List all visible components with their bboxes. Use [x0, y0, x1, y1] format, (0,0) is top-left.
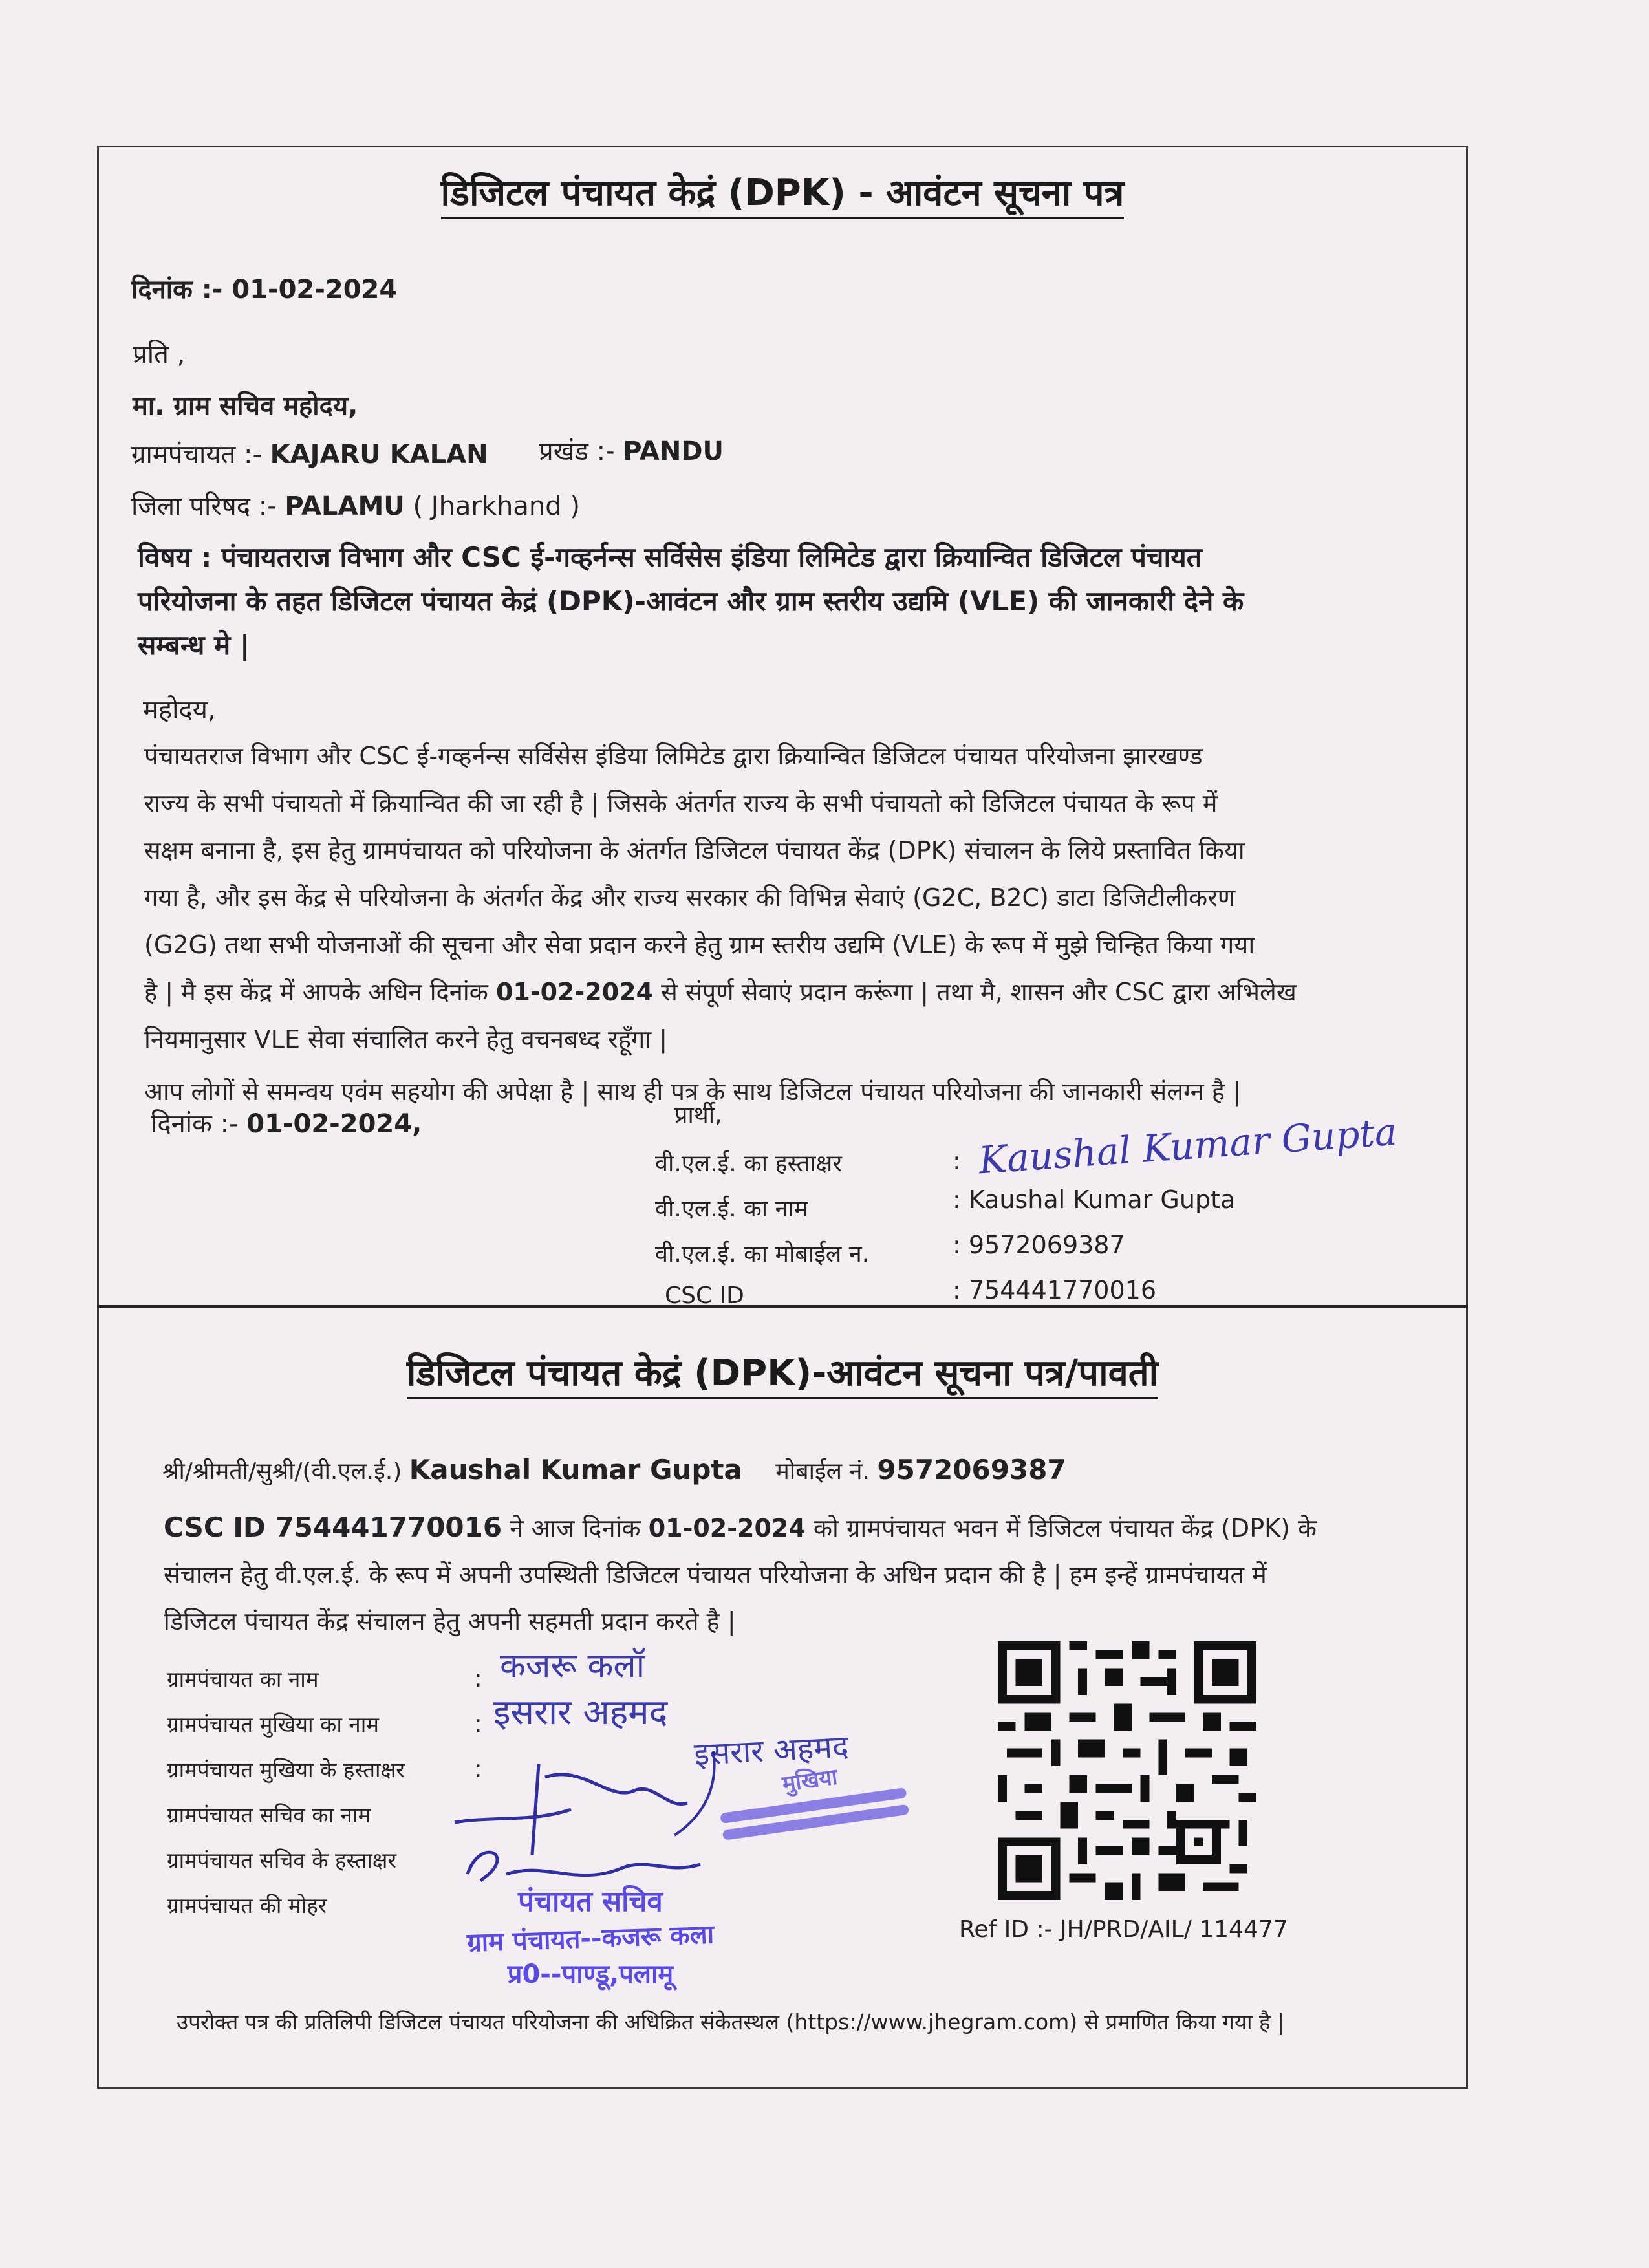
bottom-title: डिजिटल पंचायत केद्रं (DPK)-आवंटन सूचना पत्र/पावती	[99, 1347, 1466, 1396]
vle-mobile-value: : 9572069387	[953, 1231, 1125, 1259]
panchayat-value: KAJARU KALAN	[270, 440, 488, 470]
para-line-1: पंचायतराज विभाग और CSC ई-गव्हर्नन्स सर्विसेस इंडिया लिमिटेड द्वारा क्रियान्वित डिजिटल पंचायत परियोजना झारखण्ड	[144, 742, 1203, 770]
para-line-6	[144, 969, 1431, 1016]
footer-note: उपरोक्त पत्र की प्रतिलिपी डिजिटल पंचायत परियोजना की अधिक्रित संकेतस्थल (https://www.jhegram.com) से प्रमाणित किया गया है |	[177, 2009, 1285, 2035]
panchayat-line	[131, 435, 488, 471]
para-line-4: गया है, और इस केंद्र से परियोजना के अंतर्गत केंद्र और राज्य सरकार की विभिन्न सेवाएं (G2C, B2C) डाटा डिजिटीलीकरण	[144, 883, 1236, 912]
ack-paragraph	[164, 1504, 1450, 1645]
qr-code	[998, 1641, 1256, 1900]
csc-label: CSC ID	[665, 1282, 744, 1309]
mukhiya-name-label: ग्रामपंचायत मुखिया का नाम	[167, 1712, 380, 1737]
mukhiya-name-colon: :	[474, 1709, 482, 1738]
ack-mobile: 9572069387	[877, 1454, 1066, 1485]
district-line	[131, 487, 580, 523]
para-6c: से संपूर्ण सेवाएं प्रदान करूंगा | तथा मै, शासन और CSC द्वारा अभिलेख	[661, 978, 1297, 1006]
para-line-5: (G2G) तथा सभी योजनाओं की सूचना और सेवा प्रदान करने हेतु ग्राम स्तरीय उद्यमि (VLE) के रूप में मुझे चिन्हित किया गया	[144, 931, 1255, 959]
subject-line-2: परियोजना के तहत डिजिटल पंचायत केद्रं (DPK)-आवंटन और ग्राम स्तरीय उद्यमि (VLE) की जानकारी देने के	[138, 585, 1244, 617]
mukhiya-name-handwritten: इसरार अहमद	[493, 1692, 668, 1733]
mukhiya-sign-label: ग्रामपंचायत मुखिया के हस्ताक्षर	[167, 1757, 405, 1782]
mohar-label: ग्रामपंचायत की मोहर	[167, 1893, 327, 1918]
panchayat-label: ग्रामपंचायत :-	[131, 440, 262, 470]
vle-name-value: : Kaushal Kumar Gupta	[953, 1185, 1236, 1214]
stamp-line-3: प्र0--पाण्डू,पलामू	[507, 1960, 674, 1989]
para-line-7: नियमानुसार VLE सेवा संचालित करने हेतु वचनबध्द रहूँगा |	[144, 1025, 668, 1053]
top-title: डिजिटल पंचायत केद्रं (DPK) - आवंटन सूचना पत्र	[99, 167, 1466, 216]
prarthi: प्रार्थी,	[674, 1102, 722, 1129]
ack-vle-name: Kaushal Kumar Gupta	[409, 1454, 742, 1485]
ack-line-3: संचालन हेतु वी.एल.ई. के रूप में अपनी उपस्थिती डिजिटल पंचायत परियोजना के अधिन प्रदान की है | हम इन्हें ग्रामपंचायत में	[164, 1561, 1267, 1589]
para-6a: है | मै इस केंद्र में आपके अधिन दिनांक	[144, 978, 488, 1006]
date2-value: 01-02-2024,	[246, 1109, 422, 1139]
state-value: ( Jharkhand )	[413, 491, 580, 521]
district-label: जिला परिषद :-	[131, 491, 277, 521]
gp-name-handwritten: कजरू कलॉ	[500, 1647, 645, 1685]
block-label: प्रखंड :-	[539, 437, 615, 466]
ack-line-1	[162, 1454, 1066, 1486]
subject-block	[138, 535, 1431, 667]
vle-signature: Kaushal Kumar Gupta	[977, 1109, 1399, 1183]
para-line-3: सक्षम बनाना है, इस हेतु ग्रामपंचायत को परियोजना के अंतर्गत डिजिटल पंचायत केंद्र (DPK) संचालन के लिये प्रस्तावित किया	[144, 836, 1245, 865]
ack-line-2	[164, 1504, 1450, 1551]
letter-frame	[97, 146, 1468, 2089]
sachiv-stamp	[422, 1881, 759, 1991]
stamp-mukhiya-text: मुखिया	[781, 1764, 839, 1798]
mukhiya-sign-colon: :	[474, 1755, 482, 1783]
ack-rest: को ग्रामपंचायत भवन में डिजिटल पंचायत केंद्र (DPK) के	[813, 1514, 1317, 1542]
vle-mobile-label: वी.एल.ई. का मोबाईल न.	[655, 1241, 870, 1268]
sachiv-name-label: ग्रामपंचायत सचिव का नाम	[167, 1802, 371, 1828]
vle-sign-colon: :	[953, 1147, 961, 1175]
stamp-line-2: ग्राम पंचायत--कजरू कला	[466, 1919, 715, 1958]
section-divider	[97, 1305, 1468, 1308]
ack-csc: CSC ID 754441770016	[164, 1511, 502, 1543]
gp-name-colon: :	[474, 1664, 482, 1692]
ref-id: Ref ID :- JH/PRD/AIL/ 114477	[959, 1916, 1288, 1943]
para-line-8: आप लोगों से समन्वय एवंम सहयोग की अपेक्षा है | साथ ही पत्र के साथ डिजिटल पंचायत परियोजना की जानकारी संलग्न है |	[144, 1077, 1241, 1106]
date2-label: दिनांक :-	[151, 1109, 239, 1139]
ack-prefix: श्री/श्रीमती/सुश्री/(वी.एल.ई.)	[162, 1458, 402, 1485]
para-line-2: राज्य के सभी पंचायतो में क्रियान्वित की जा रही है | जिसके अंतर्गत राज्य के सभी पंचायतो को डिजिटल पंचायत के रूप में	[144, 789, 1218, 817]
stamp-line-1: पंचायत सचिव	[518, 1885, 663, 1918]
prati-text: प्रति ,	[133, 340, 186, 369]
district-value: PALAMU	[285, 491, 405, 521]
block-line	[539, 432, 724, 468]
ack-date: 01-02-2024	[648, 1514, 806, 1542]
ack-mobile-label: मोबाईल नं.	[775, 1458, 870, 1485]
mukhiya-signature: इसरार अहमद	[693, 1728, 850, 1773]
subject-line-1: विषय : पंचायतराज विभाग और CSC ई-गव्हर्नन्स सर्विसेस इंडिया लिमिटेड द्वारा क्रियान्वित डिजिटल पंचायत	[138, 541, 1202, 573]
addressee: मा. ग्राम सचिव महोदय,	[133, 391, 358, 421]
sachiv-sign-label: ग्रामपंचायत सचिव के हस्ताक्षर	[167, 1848, 396, 1873]
vle-name-label: वी.एल.ई. का नाम	[655, 1196, 808, 1222]
subject-line-3: सम्बन्ध मे |	[138, 629, 250, 661]
body-paragraph	[144, 733, 1431, 1116]
vle-sign-label: वी.एल.ई. का हस्ताक्षर	[655, 1150, 843, 1177]
ack-mid: ने आज दिनांक	[510, 1514, 641, 1542]
para-6-date: 01-02-2024	[495, 978, 654, 1006]
gp-name-label: ग्रामपंचायत का नाम	[167, 1667, 319, 1692]
block-value: PANDU	[623, 437, 724, 466]
date-line: दिनांक :- 01-02-2024	[131, 275, 398, 305]
date2-line	[151, 1105, 422, 1140]
ack-line-4: डिजिटल पंचायत केंद्र संचालन हेतु अपनी सहमती प्रदान करते है |	[164, 1607, 736, 1636]
csc-value: : 754441770016	[953, 1276, 1157, 1304]
salutation: महोदय,	[143, 695, 216, 725]
